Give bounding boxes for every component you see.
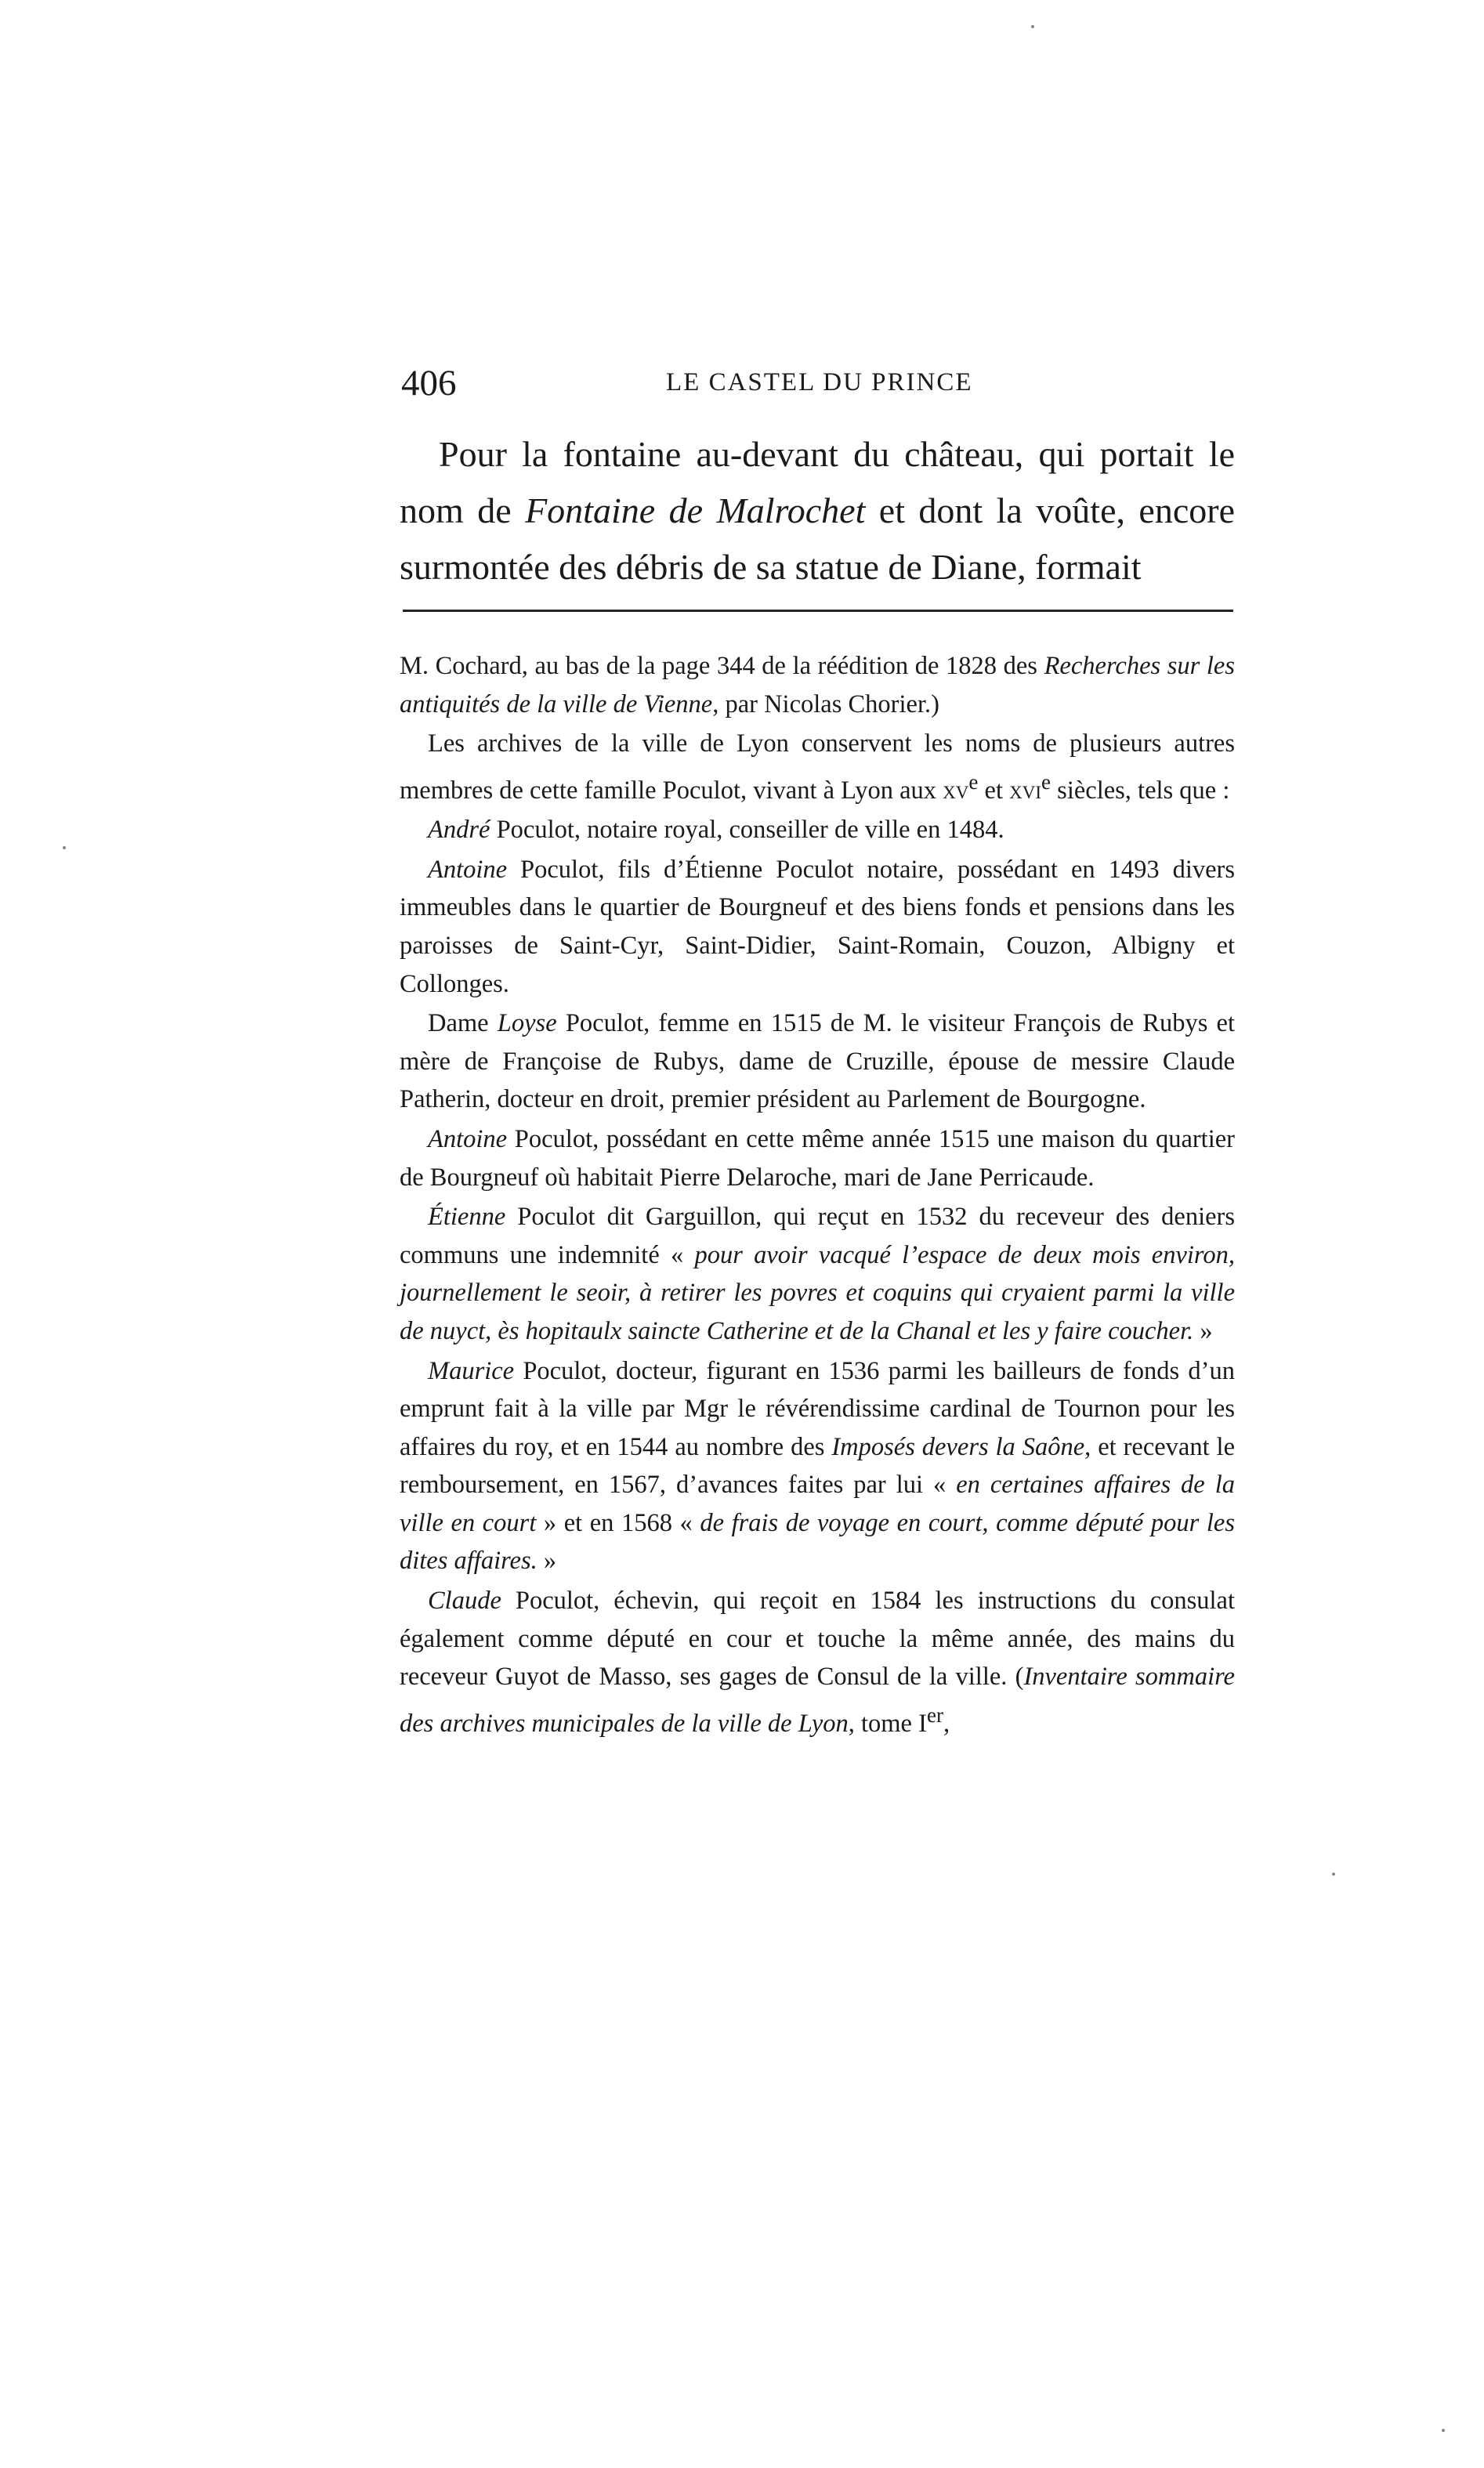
footnote-paragraph: Claude Poculot, échevin, qui reçoit en 1584 les instructions du consulat également comme député en cour et touche la même année, des mains du receveur Guyot de Masso, ses gages de Consul de la ville. (Inventaire sommaire des archives municipales de la ville de Lyon, tome Ier, bbox=[400, 1587, 1235, 1738]
scan-speck bbox=[1332, 1873, 1335, 1876]
footnote-paragraph: Antoine Poculot, possédant en cette même année 1515 une maison du quartier de Bourgneuf où habitait Pierre Delaroche, mari de Jane Perricaude. bbox=[400, 1124, 1235, 1192]
main-text bbox=[400, 426, 1235, 595]
page-number: 406 bbox=[401, 363, 457, 403]
footnote-rule bbox=[403, 610, 1233, 612]
footnotes bbox=[400, 647, 1235, 1744]
footnote-paragraph: Antoine Poculot, fils d’Étienne Poculot notaire, possédant en 1493 divers immeubles dans le quartier de Bourgneuf et des biens fonds et pensions dans les paroisses de Saint-Cyr, Saint-Didier, Saint-Romain, Couzon, Albigny et Collonges. bbox=[400, 855, 1235, 998]
body-paragraph: Pour la fontaine au-devant du château, qui portait le nom de Fontaine de Malrochet et dont la voûte, encore surmontée des débris de sa statue de Diane, formait bbox=[400, 434, 1235, 587]
scan-speck bbox=[1031, 25, 1034, 28]
footnote-paragraph: André Poculot, notaire royal, conseiller de ville en 1484. bbox=[428, 816, 1004, 845]
footnote-paragraph: Les archives de la ville de Lyon conservent les noms de plusieurs autres membres de cette famille Poculot, vivant à Lyon aux $xv^e$ et xvi$^e$ siècles, tels que : bbox=[400, 729, 1235, 805]
scan-speck bbox=[63, 846, 66, 849]
italic-text: Fontaine de Malrochet bbox=[525, 490, 866, 530]
footnote-paragraph: M. Cochard, au bas de la page 344 de la réédition de 1828 des Recherches sur les antiquités de la ville de Vienne, par Nicolas Chorier.) bbox=[400, 652, 1235, 718]
running-title: LE CASTEL DU PRINCE bbox=[666, 368, 973, 396]
footnote-paragraph: Étienne Poculot dit Garguillon, qui reçut en 1532 du receveur des deniers communs une indemnité « pour avoir vacqué l’espace de deux mois environ, journellement le seoir, à retirer les povres et coquins qui cryaient parmi la ville de nuyct, ès hopitaulx saincte Catherine et de la Chanal et les y faire coucher. » bbox=[400, 1203, 1235, 1345]
footnote-paragraph: Dame Loyse Poculot, femme en 1515 de M. le visiteur François de Rubys et mère de Françoise de Rubys, dame de Cruzille, épouse de messire Claude Patherin, docteur en droit, premier président au Parlement de Bourgogne. bbox=[400, 1009, 1235, 1114]
scan-speck bbox=[1442, 2429, 1445, 2432]
footnote-paragraph: Maurice Poculot, docteur, figurant en 1536 parmi les bailleurs de fonds d’un emprunt fait à la ville par Mgr le révérendissime cardinal de Tournon pour les affaires du roy, et en 1544 au nombre des Imposés devers la Saône, et recevant le remboursement, en 1567, d’avances faites par lui « en certaines affaires de la ville en court » et en 1568 « de frais de voyage en court, comme député pour les dites affaires. » bbox=[400, 1356, 1235, 1576]
